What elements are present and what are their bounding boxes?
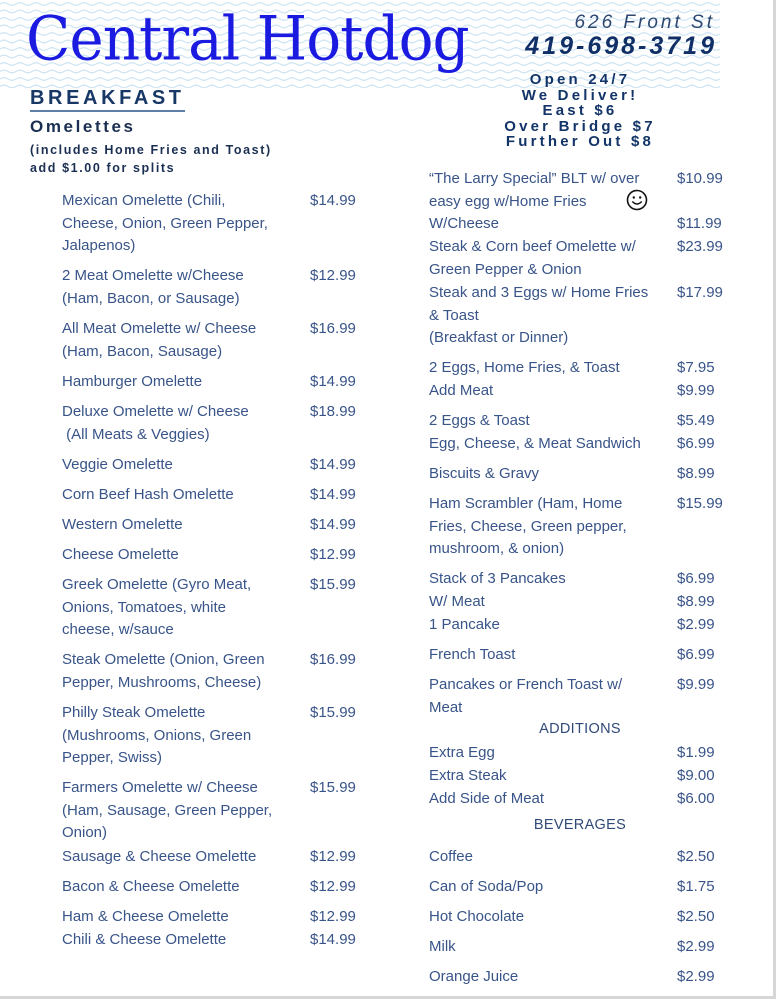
menu-item-name-line: (Ham, Bacon, Sausage) [62,342,223,360]
menu-item-name: Can of Soda/Pop [429,878,544,895]
menu-item-price: $15.99 [310,704,356,721]
menu-item-price: $1.75 [677,878,715,895]
menu-item-name [62,906,300,929]
menu-item-price: $12.99 [310,908,356,925]
menu-item-name-line: 1 Pancake [429,616,500,633]
menu-item-name-line: (All Meats & Veggies) [62,425,210,443]
menu-item-price: $6.99 [677,435,715,452]
omelettes-note-includes: (includes Home Fries and Toast) [30,143,272,157]
menu-item-name [62,574,300,642]
beverages-heading: BEVERAGES [533,817,627,833]
menu-item-name [429,380,674,403]
menu-item-name [429,357,674,380]
menu-item-name [429,433,674,456]
menu-item-price: $14.99 [310,456,356,473]
menu-item-price: $2.50 [677,848,715,865]
menu-item-name [62,484,300,507]
menu-item-price: $12.99 [310,267,356,284]
menu-item-price: $14.99 [310,931,356,948]
menu-item-price: $10.99 [677,170,723,187]
menu-item-name [62,454,300,477]
menu-item-name-line: Cheese Omelette [62,546,179,563]
section-title-breakfast: BREAKFAST [30,86,185,112]
smiley-face-icon [626,189,648,211]
delivery-fee: Over Bridge $7 [504,117,656,135]
menu-item-name-line: Meat [429,698,463,716]
menu-item-name: Extra Steak [429,767,507,784]
menu-item-name: Milk [429,938,456,955]
menu-item-name-line: & Toast [429,306,479,324]
menu-item-name-line: Western Omelette [62,516,183,533]
additions-heading: ADDITIONS [539,721,621,737]
menu-item-name [62,702,300,770]
menu-item-name-line: Add Meat [429,382,494,399]
menu-item-price: $14.99 [310,486,356,503]
menu-item-name-line: Pancakes or French Toast w/ [429,676,623,693]
menu-item-name-line: Chili & Cheese Omelette [62,931,227,948]
menu-item-price: $15.99 [310,779,356,796]
menu-item-price: $12.99 [310,878,356,895]
menu-item-price: $14.99 [310,192,356,209]
menu-item-name-line: Greek Omelette (Gyro Meat, [62,576,252,593]
menu-item-name: Orange Juice [429,968,519,985]
menu-item-name [429,674,674,719]
menu-item-name-line: Stack of 3 Pancakes [429,570,566,587]
restaurant-name: Central Hotdog [26,3,469,75]
omelettes-note-splits: add $1.00 for splits [30,161,176,175]
menu-item-name [62,514,300,537]
menu-item-price: $15.99 [310,576,356,593]
menu-item-name [62,876,300,899]
menu-item-name [429,614,674,637]
omelettes-heading: Omelettes [30,117,136,136]
menu-item-name [62,544,300,567]
menu-item-name-line: Cheese, Onion, Green Pepper, [62,214,268,232]
menu-item-name [62,777,300,845]
omelettes-note [30,141,272,177]
menu-item-price: $9.00 [677,767,715,784]
hours-delivery-info [470,72,690,150]
menu-item-price: $23.99 [677,238,723,255]
menu-item-name-line: Egg, Cheese, & Meat Sandwich [429,435,641,452]
menu-item-name-line: Corn Beef Hash Omelette [62,486,234,503]
menu-item-name [62,401,300,446]
menu-item-name: Hot Chocolate [429,908,525,925]
menu-item-price: $6.99 [677,646,715,663]
delivery-fee: Further Out $8 [505,133,655,150]
menu-item-name-line: Onion) [62,824,108,841]
menu-item-name-line: Steak and 3 Eggs w/ Home Fries [429,284,649,301]
menu-item-name-line: Pepper, Swiss) [62,749,163,766]
menu-item-name-line: (Mushrooms, Onions, Green [62,726,252,744]
menu-item-price: $17.99 [677,284,723,301]
menu-item-price: $12.99 [310,546,356,563]
hours: Open 24/7 [529,71,631,88]
menu-item-name-line: Deluxe Omelette w/ Cheese [62,403,249,420]
menu-item-name-line: “The Larry Special” BLT w/ over [429,170,640,187]
menu-item-price: $6.99 [677,570,715,587]
menu-item-name-line: W/Cheese [429,215,500,232]
menu-item-price: $14.99 [310,373,356,390]
menu-item-name: Add Side of Meat [429,790,545,807]
menu-item-price: $9.99 [677,676,715,693]
menu-item-price: $18.99 [310,403,356,420]
menu-item-price: $2.99 [677,616,715,633]
menu-item-name-line: Pepper, Mushrooms, Cheese) [62,673,262,691]
menu-item-name-line: W/ Meat [429,593,485,610]
menu-item-price: $1.99 [677,744,715,761]
menu-item-price: $2.50 [677,908,715,925]
menu-item-name [62,929,300,952]
menu-item-name-line: mushroom, & onion) [429,540,565,557]
menu-item-name [429,282,674,350]
menu-item-name-line: All Meat Omelette w/ Cheese [62,320,257,337]
menu-item-name [62,190,300,258]
menu-item-name-line: Philly Steak Omelette [62,704,206,721]
menu-item-name [429,410,674,433]
menu-item-price: $6.00 [677,790,715,807]
menu-item-name-line: Farmers Omelette w/ Cheese [62,779,258,796]
menu-item-name-line: Bacon & Cheese Omelette [62,878,240,895]
menu-item-price: $8.99 [677,465,715,482]
menu-item-name-line: 2 Eggs, Home Fries, & Toast [429,359,620,376]
menu-item-name [62,265,300,310]
menu-item-name-line: easy egg w/Home Fries [429,192,587,210]
menu-item-name [62,846,300,869]
menu-item-name-line: Green Pepper & Onion [429,260,582,278]
menu-item-name-line: Hamburger Omelette [62,373,203,390]
menu-item-name-line: Biscuits & Gravy [429,465,540,482]
menu-item-name-line: Fries, Cheese, Green pepper, [429,517,627,535]
menu-item-name [62,318,300,363]
menu-item-price: $2.99 [677,938,715,955]
menu-item-name [429,493,674,561]
menu-item-price: $7.95 [677,359,715,376]
menu-item-name-line: Veggie Omelette [62,456,173,473]
menu-item-price: $16.99 [310,651,356,668]
menu-item-price: $5.49 [677,412,715,429]
menu-item-name-line: cheese, w/sauce [62,621,174,638]
menu-item-name-line: 2 Eggs & Toast [429,412,530,429]
delivery-fee: East $6 [542,102,618,119]
menu-item-price: $12.99 [310,848,356,865]
menu-item-name: Extra Egg [429,744,495,761]
menu-item-name [62,371,300,394]
menu-item-name [429,644,674,667]
menu-item-name [429,463,674,486]
menu-item-name-line: (Breakfast or Dinner) [429,329,569,346]
delivery-heading: We Deliver! [521,86,639,104]
menu-item-name-line: Onions, Tomatoes, white [62,598,226,616]
menu-item-price: $15.99 [677,495,723,512]
menu-item-price: $11.99 [677,215,722,232]
menu-item-price: $9.99 [677,382,715,399]
address: 626 Front St [574,12,715,33]
menu-item-name-line: (Ham, Bacon, or Sausage) [62,289,240,307]
menu-item-name-line: (Ham, Sausage, Green Pepper, [62,801,273,819]
menu-item-name-line: Ham Scrambler (Ham, Home [429,495,623,512]
phone-number[interactable]: 419-698-3719 [525,32,717,60]
menu-item-name-line: French Toast [429,646,516,663]
menu-item-price: $16.99 [310,320,356,337]
menu-item-name [429,591,674,614]
menu-item-name-line: Sausage & Cheese Omelette [62,848,257,865]
menu-item-name-line: Jalapenos) [62,237,136,254]
menu-item-name [429,213,674,236]
menu-item-price: $2.99 [677,968,715,985]
menu-item-price: $14.99 [310,516,356,533]
menu-item-name-line: Mexican Omelette (Chili, [62,192,226,209]
menu-item-name [429,236,674,281]
menu-item-name-line: Steak & Corn beef Omelette w/ [429,238,636,255]
menu-item-name [62,649,300,694]
menu-item-price: $8.99 [677,593,715,610]
menu-item-name [429,568,674,591]
menu-item-name-line: 2 Meat Omelette w/Cheese [62,267,244,284]
menu-item-name: Coffee [429,848,473,865]
menu-item-name-line: Ham & Cheese Omelette [62,908,229,925]
menu-item-name-line: Steak Omelette (Onion, Green [62,651,265,668]
